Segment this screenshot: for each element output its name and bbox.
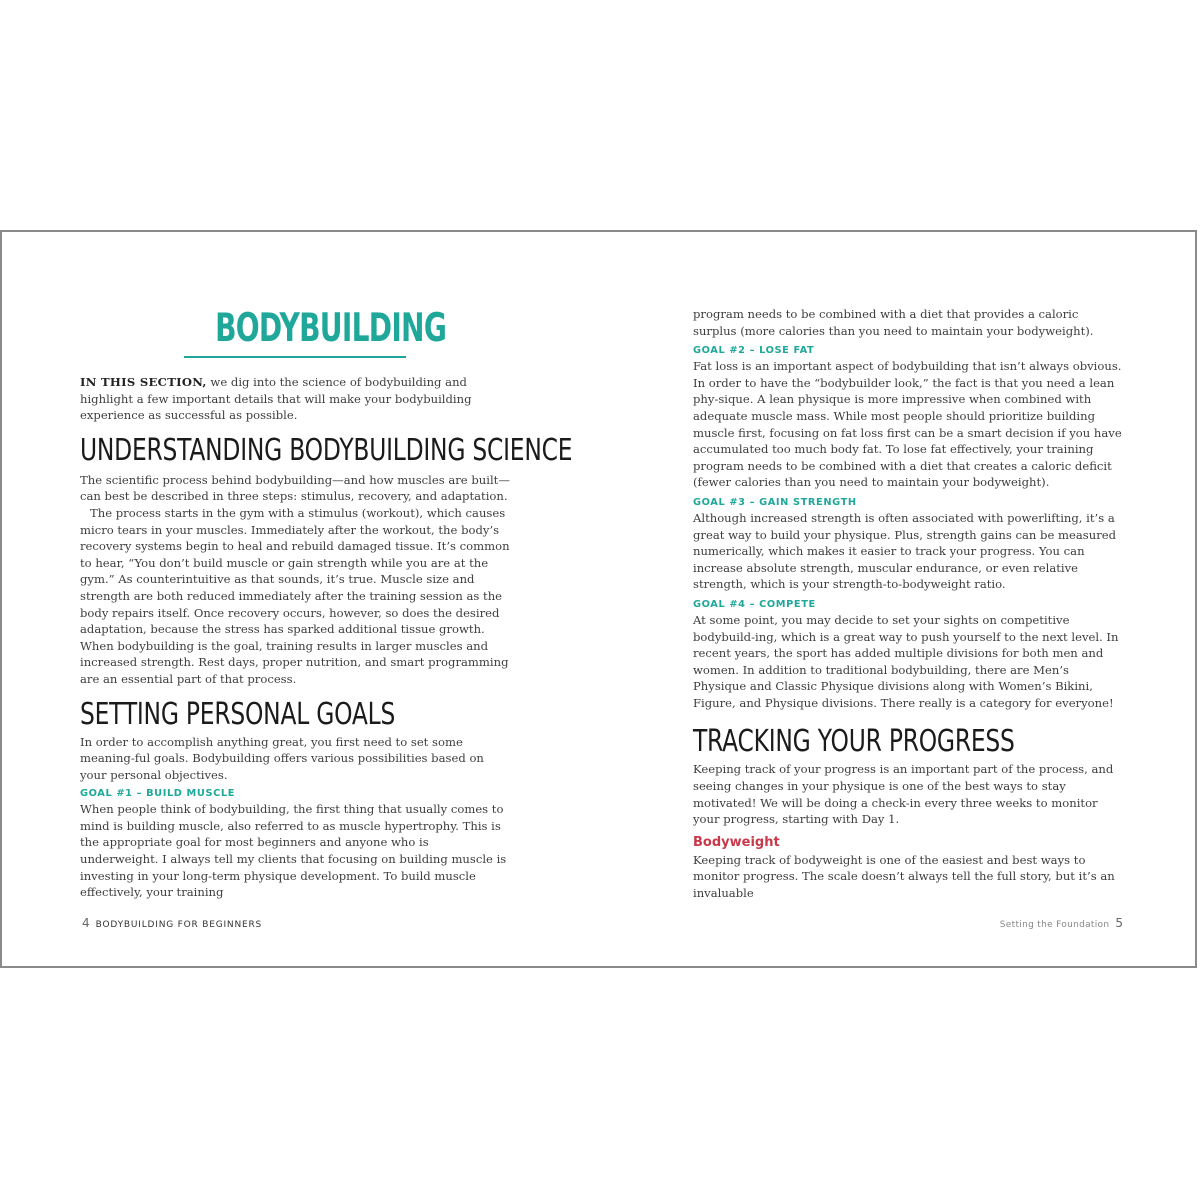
page-number-right: 5 — [1115, 916, 1123, 930]
heading-tracking: TRACKING YOUR PROGRESS — [693, 724, 1015, 760]
goals-paragraph: In order to accomplish anything great, you first need to set some meaning-ful goals. Bodybuilding offers various possibilities based on your personal objectives. — [80, 734, 484, 782]
heading-goals: SETTING PERSONAL GOALS — [80, 696, 396, 732]
title-underline — [184, 356, 406, 358]
right-page — [600, 232, 1199, 966]
goal-3-paragraph: Although increased strength is often associated with powerlifting, it’s a great way to build your physique. Plus, strength gains can be measured numerically, which makes it easier to track your progress. You can increase absolute strength, muscular endurance, or even relative strength, which is your strength-to-bodyweight ratio. — [693, 510, 1117, 592]
goal-1-label: GOAL #1 – BUILD MUSCLE — [80, 788, 236, 800]
left-footer — [76, 916, 262, 930]
science-paragraph-1: The scientific process behind bodybuilding—and how muscles are built—can best be described in three steps: stimulus, recovery, and adaptation. — [80, 472, 510, 504]
running-title-right: Setting the Foundation — [999, 920, 1110, 930]
tracking-paragraph: Keeping track of your progress is an important part of the process, and seeing changes in your physique is one of the best ways to stay motivated! We will be doing a check-in every three weeks to monitor your progress, starting with Day 1. — [693, 762, 1114, 827]
running-title-left: BODYBUILDING FOR BEGINNERS — [95, 920, 263, 930]
book-spread — [0, 230, 1197, 968]
goal-2-paragraph: Fat loss is an important aspect of bodybuilding that isn’t always obvious. In order to have the “bodybuilder look,” the fact is that you need a lean phy-sique. A lean physique is more impressive when combined with adequate muscle mass. While most people should prioritize building muscle first, focusing on fat loss first can be a smart decision if you have accumulated too much body fat. To lose fat effectively, your training program needs to be combined with a diet that creates a caloric deficit (fewer calories than you need to maintain your bodyweight). — [693, 359, 1122, 490]
heading-science: UNDERSTANDING BODYBUILDING SCIENCE — [80, 432, 573, 468]
science-paragraph-2: The process starts in the gym with a stimulus (workout), which causes micro tears in your muscles. Immediately after the workout, the body’s recovery systems begin to heal and rebuild damaged tissue. It’s common to hear, “You don’t build muscle or gain strength while you are at the gym.” As counterintuitive as that sounds, it’s true. Muscle size and strength are both reduced immediately after the training session as the body repairs itself. Once recovery occurs, however, so does the desired adaptation, because the stress has sparked additional tissue growth. When bodybuilding is the goal, training results in larger muscles and increased strength. Rest days, proper nutrition, and smart programming are an essential part of that process. — [80, 505, 510, 686]
section-title-block — [184, 304, 447, 358]
bodyweight-paragraph: Keeping track of bodyweight is one of the easiest and best ways to monitor progress. The scale doesn’t always tell the full story, but it’s an invaluable — [693, 852, 1115, 901]
left-column — [80, 374, 573, 901]
goal-3-label: GOAL #3 – GAIN STRENGTH — [693, 496, 857, 508]
intro-lead: IN THIS SECTION, — [80, 375, 207, 389]
page-number-left: 4 — [82, 916, 90, 930]
left-page — [2, 232, 600, 966]
right-column — [693, 306, 1123, 902]
right-footer — [1000, 916, 1129, 930]
goal-2-label: GOAL #2 – LOSE FAT — [693, 345, 815, 357]
section-title: BODYBUILDING — [215, 306, 447, 351]
continued-paragraph: program needs to be combined with a diet that provides a caloric surplus (more calories than you need to maintain your bodyweight). — [693, 307, 1094, 338]
bodyweight-subheading: Bodyweight — [693, 834, 780, 850]
intro-text: we dig into the science of bodybuilding and highlight a few important details that will make your bodybuilding experience as successful as possible. — [80, 375, 472, 423]
goal-4-label: GOAL #4 – COMPETE — [693, 598, 816, 610]
goal-4-paragraph: At some point, you may decide to set your sights on competitive bodybuild-ing, which is a great way to push yourself to the next level. In recent years, the sport has added multiple divisions for both men and women. In addition to traditional bodybuilding, there are Men’s Physique and Classic Physique divisions along with Women’s Bikini, Figure, and Physique divisions. There really is a category for everyone! — [693, 612, 1119, 710]
goal-1-paragraph: When people think of bodybuilding, the first thing that usually comes to mind is building muscle, also referred to as muscle hypertrophy. This is the appropriate goal for most beginners and anyone who is underweight. I always tell my clients that focusing on building muscle is investing in your long-term physique development. To build muscle effectively, your training — [80, 802, 507, 900]
intro-paragraph — [80, 374, 510, 424]
